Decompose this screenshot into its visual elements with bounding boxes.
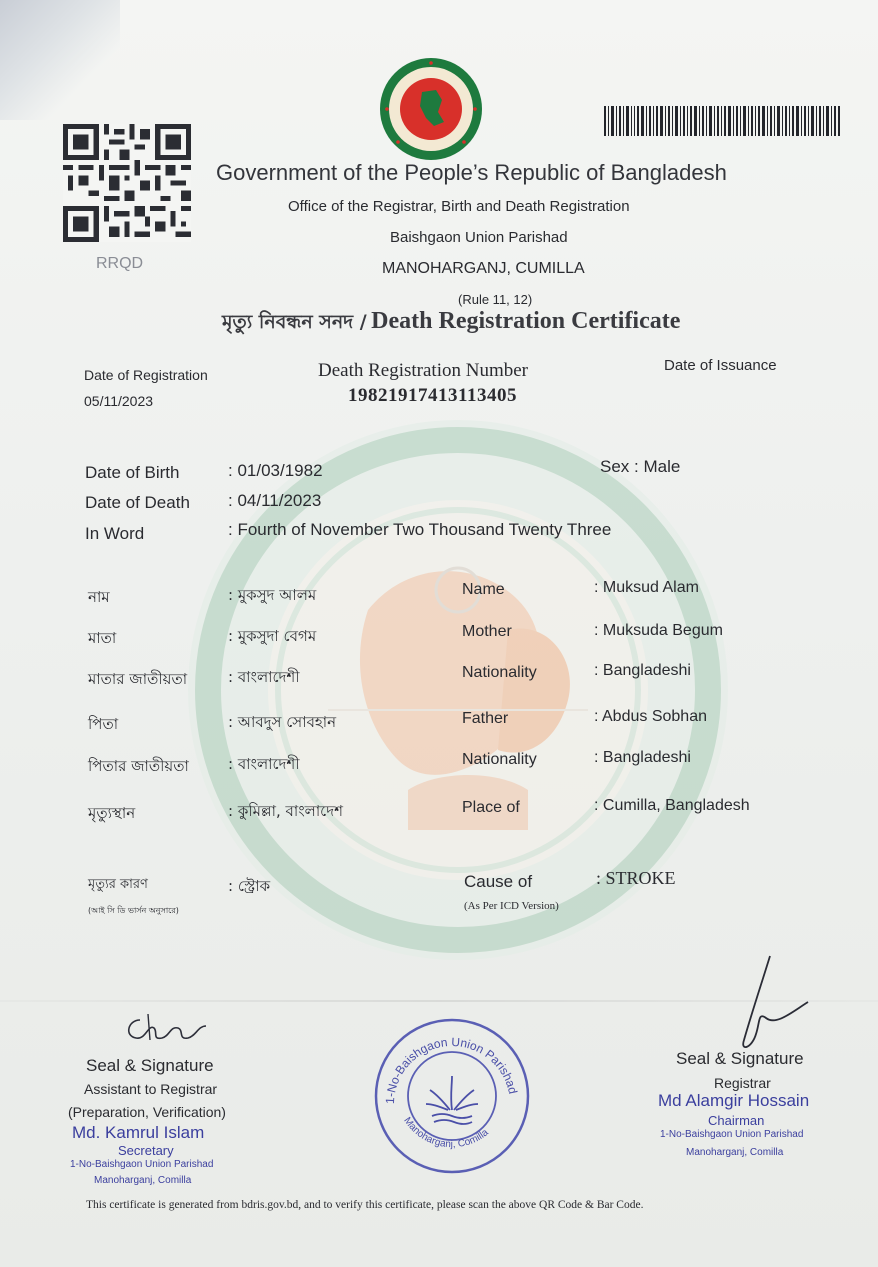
seal-ring-text: 1-No-Baishgaon Union Parishad bbox=[382, 1034, 521, 1105]
detail-bn-value: : কুমিল্লা, বাংলাদেশ bbox=[228, 802, 343, 820]
issuance-date-label: Date of Issuance bbox=[664, 357, 777, 374]
left-sign-place: Manoharganj, Comilla bbox=[94, 1175, 192, 1186]
detail-bn-label: মাতা bbox=[88, 629, 117, 647]
certificate-title-en: Death Registration Certificate bbox=[371, 308, 681, 334]
left-sign-title: Seal & Signature bbox=[86, 1056, 214, 1075]
certificate-title-bn: মৃত্যু নিবন্ধন সনদ / bbox=[222, 311, 367, 333]
seal-bottom-text: Manoharganj, Comilla bbox=[401, 1115, 491, 1151]
qr-caption: RRQD bbox=[96, 255, 144, 272]
cause-en-label: Cause of bbox=[464, 872, 533, 891]
detail-en-value: : Bangladeshi bbox=[594, 749, 691, 766]
sex-value: Sex : Male bbox=[600, 457, 681, 476]
right-sign-name: Md Alamgir Hossain bbox=[658, 1091, 810, 1110]
registration-date-value: 05/11/2023 bbox=[84, 393, 154, 409]
certificate-title bbox=[222, 308, 680, 340]
left-signature-icon bbox=[118, 1010, 218, 1048]
cause-en-value: : STROKE bbox=[596, 868, 676, 888]
in-word-value: : Fourth of November Two Thousand Twenty Three bbox=[228, 520, 612, 539]
right-sign-title: Seal & Signature bbox=[676, 1049, 804, 1068]
office-name: Office of the Registrar, Birth and Death Registration bbox=[288, 198, 630, 215]
detail-bn-label: মাতার জাতীয়তা bbox=[88, 670, 188, 688]
registration-number-label: Death Registration Number bbox=[318, 360, 529, 381]
detail-bn-label: মৃত্যুস্থান bbox=[88, 804, 136, 822]
in-word-label: In Word bbox=[85, 524, 145, 543]
detail-bn-value: : বাংলাদেশী bbox=[228, 755, 300, 773]
detail-bn-value: : বাংলাদেশী bbox=[228, 668, 300, 686]
detail-en-value: : Muksud Alam bbox=[594, 579, 699, 596]
cause-en-sub: (As Per ICD Version) bbox=[464, 900, 559, 912]
detail-en-value: : Abdus Sobhan bbox=[594, 708, 707, 725]
detail-en-label: Nationality bbox=[462, 664, 537, 681]
left-sign-name: Md. Kamrul Islam bbox=[72, 1123, 205, 1142]
government-emblem-icon bbox=[378, 56, 484, 162]
government-title: Government of the People’s Republic of Bangladesh bbox=[216, 160, 727, 185]
left-sign-role: Assistant to Registrar bbox=[84, 1081, 218, 1097]
location-name: MANOHARGANJ, CUMILLA bbox=[382, 260, 585, 277]
detail-en-label: Place of bbox=[462, 799, 520, 816]
barcode-icon[interactable] bbox=[604, 106, 840, 136]
left-sign-role-detail: (Preparation, Verification) bbox=[68, 1104, 226, 1120]
cause-bn-sub: (আই সি ডি ভার্সন অনুসারে) bbox=[88, 906, 179, 915]
registration-number-value: 19821917413113405 bbox=[348, 385, 517, 406]
detail-bn-value: : মুকসুদ আলম bbox=[228, 586, 317, 604]
birth-date-value: : 01/03/1982 bbox=[228, 461, 323, 480]
detail-en-value: : Cumilla, Bangladesh bbox=[594, 797, 750, 814]
death-date-value: : 04/11/2023 bbox=[228, 491, 322, 510]
cause-bn-value: : স্ট্রোক bbox=[228, 877, 271, 895]
qr-code-icon[interactable] bbox=[62, 124, 192, 242]
right-sign-role: Registrar bbox=[714, 1075, 771, 1091]
rule-reference: (Rule 11, 12) bbox=[458, 292, 533, 307]
detail-en-label: Father bbox=[462, 710, 509, 727]
union-parishad-seal-icon bbox=[372, 1016, 532, 1176]
right-sign-place: Manoharganj, Comilla bbox=[686, 1147, 784, 1158]
right-sign-designation: Chairman bbox=[708, 1113, 765, 1128]
birth-date-label: Date of Birth bbox=[85, 463, 180, 482]
detail-bn-label: পিতা bbox=[88, 715, 119, 733]
death-date-label: Date of Death bbox=[85, 493, 190, 512]
paper-fold-corner bbox=[0, 0, 120, 120]
union-name: Baishgaon Union Parishad bbox=[390, 229, 568, 246]
right-sign-office: 1-No-Baishgaon Union Parishad bbox=[660, 1129, 804, 1140]
detail-en-label: Name bbox=[462, 581, 505, 598]
detail-en-label: Mother bbox=[462, 623, 512, 640]
detail-en-value: : Muksuda Begum bbox=[594, 622, 723, 639]
left-sign-office: 1-No-Baishgaon Union Parishad bbox=[70, 1159, 214, 1170]
detail-bn-value: : মুকসুদা বেগম bbox=[228, 627, 317, 645]
footer-note: This certificate is generated from bdris.gov.bd, and to verify this certificate, please scan the above QR Code & Bar Code. bbox=[86, 1199, 644, 1211]
detail-bn-label: নাম bbox=[88, 588, 110, 606]
left-sign-designation: Secretary bbox=[118, 1143, 174, 1158]
detail-en-label: Nationality bbox=[462, 751, 537, 768]
right-signature-icon bbox=[722, 952, 818, 1056]
cause-bn-label: মৃত্যুর কারণ bbox=[88, 877, 148, 892]
detail-bn-value: : আবদুস সোবহান bbox=[228, 713, 337, 731]
detail-en-value: : Bangladeshi bbox=[594, 662, 691, 679]
detail-bn-label: পিতার জাতীয়তা bbox=[88, 757, 189, 775]
registration-date-label: Date of Registration bbox=[84, 367, 208, 383]
